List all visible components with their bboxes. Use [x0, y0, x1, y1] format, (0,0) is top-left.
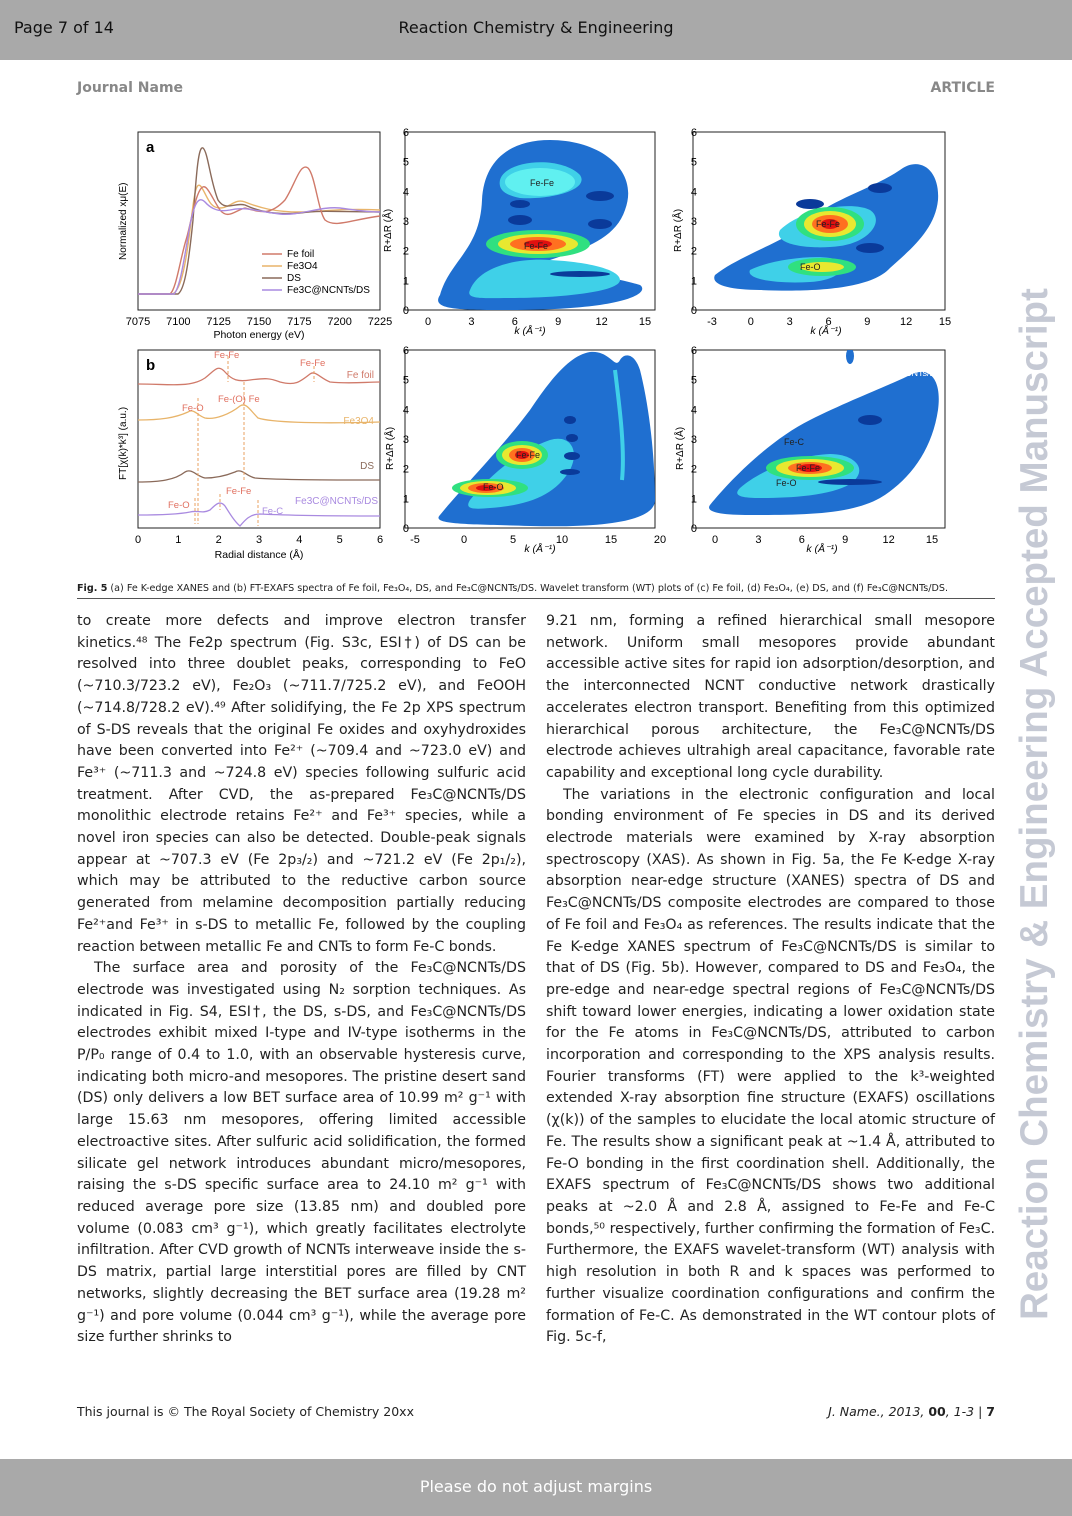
panel-d-ylabel: R+ΔR (Å): [673, 208, 684, 252]
top-bar: [0, 0, 1072, 60]
panel-c-peak-1: Fe-Fe: [530, 178, 555, 188]
panel-e-y-tick: 5: [402, 374, 409, 387]
trace-label-fe3c: Fe3C@NCNTs/DS: [295, 496, 378, 507]
legend-fe-foil: Fe foil: [287, 249, 315, 260]
panel-d-x-tick: 15: [938, 316, 952, 328]
panel-d-peak-1: Fe-Fe: [816, 219, 841, 229]
panel-f-y-tick: 0: [690, 523, 697, 535]
panel-f-y-tick: 5: [690, 374, 697, 387]
panel-e-x-tick: 0: [460, 534, 468, 546]
panel-f-title: Fe3C@NCNTs/DS: [867, 368, 942, 378]
header-article: ARTICLE: [930, 80, 995, 96]
panel-c-peak-2: Fe-Fe: [524, 241, 549, 251]
panel-f-peak-2: Fe-Fe: [796, 463, 821, 473]
panel-a-ylabel: Normalized xμ(E): [118, 182, 129, 260]
footer-citation: [828, 1404, 995, 1419]
panel-d-x-tick: 9: [864, 316, 871, 328]
panel-e-peak-1: Fe-Fe: [516, 450, 541, 460]
panel-a-label: a: [146, 139, 155, 156]
panel-d-y-tick: 1: [690, 275, 697, 288]
panel-a-x-tick: 7225: [367, 316, 393, 328]
panel-c-ylabel: R+ΔR (Å): [383, 208, 394, 252]
footer-volume: 00: [928, 1404, 946, 1419]
panel-c-x-tick: 15: [638, 316, 652, 328]
panel-d-y-tick: 2: [690, 245, 697, 258]
figure-caption: [77, 583, 995, 599]
panel-b-ylabel: FT[χ(k)*k³] (a.u.): [118, 406, 129, 480]
panel-f: [673, 345, 945, 555]
panel-a-x-tick: 7175: [287, 316, 312, 328]
panel-c-label: c: [413, 139, 422, 156]
panel-e-label: e: [413, 357, 422, 374]
panel-d-x-tick: 0: [747, 316, 754, 328]
panel-f-x-tick: 6: [798, 534, 805, 546]
annot-fe-fe-3: Fe-Fe: [226, 486, 252, 497]
panel-d-peak-2: Fe-O: [800, 262, 821, 272]
paragraph: to create more defects and improve electron transfer kinetics.⁴⁸ The Fe2p spectrum (Fig. S3c, ESI†) of DS can be resolved into three doublet peaks, corresponding to FeO (~710.3/723.2 eV), Fe₂O₃ (~711.7/725.2 eV), and FeOOH (~714.8/728.2 eV).⁴⁹ After solidifying, the Fe 2p XPS spectrum of S-DS reveals that the original Fe oxides and oxyhydroxides have been converted into Fe²⁺ (~709.4 and ~723.0 eV) and Fe³⁺ (~711.3 and ~724.8 eV) species following sulfuric acid treatment. After CVD, the as-prepared Fe₃C@NCNTs/DS monolithic electrode retains Fe²⁺ and Fe³⁺ species, while a novel iron species can also be detected. Double-peak signals appear at ~707.3 eV (Fe 2p₃/₂) and ~721.2 eV (Fe 2p₁/₂), which may be attributed to the reductive carbon source generated from melamine decomposition partially reducing Fe²⁺and Fe³⁺ in s-DS to metallic Fe, followed by the coupling reaction between metallic Fe and CNTs to form Fe-C bonds.: [77, 613, 526, 955]
panel-e-x-tick: 15: [604, 534, 618, 546]
page-indicator: Page 7 of 14: [14, 18, 114, 37]
panel-c-xlabel: k (Å⁻¹): [514, 325, 546, 337]
caption-label: Fig. 5: [77, 583, 108, 594]
annot-fe-o-fe: Fe-(O) Fe: [218, 394, 260, 405]
panel-e-y-tick: 0: [402, 523, 409, 535]
panel-f-peak-3: Fe-O: [776, 478, 797, 488]
panel-e-x-tick: 5: [509, 534, 517, 546]
panel-a-x-tick: 7075: [125, 316, 151, 328]
panel-a-x-tick: 7150: [246, 316, 272, 328]
footer-pages: , 1-3 |: [945, 1404, 987, 1419]
panel-f-x-tick: 9: [842, 534, 849, 546]
paragraph: The surface area and porosity of the Fe₃C@NCNTs/DS electrode was investigated using N₂ sorption techniques. As indicated in Fig. S4, ESI†, the DS, s-DS, and Fe₃C@NCNTs/DS electrodes exhibit mixed I-type and IV-type isotherms in the P/P₀ range of 0.4 to 1.0, with an observable hysteresis curve, indicating both micro-and mesopores. The pristine desert sand (DS) only delivers a low BET surface area of 10.99 m² g⁻¹ with large 15.63 nm mesopores, offering limited accessible electroactive sites. After sulfuric acid solidification, the formed silicate gel network introduces abundant micro/mesopores, raising the s-DS specific surface area to 24.10 m² g⁻¹ with reduced average pore size (13.85 nm) and doubled pore volume (0.083 cm³ g⁻¹), which greatly facilitates electrolyte infiltration. After CVD growth of NCNTs interweave inside the s-DS matrix, partial large interstitial pores are filled by CNT networks, slightly decreasing the BET surface area (19.28 m² g⁻¹) and pore volume (0.044 cm³ g⁻¹), while the average pore size further shrinks to: [77, 960, 526, 1346]
footer-year: , 2013,: [880, 1404, 929, 1419]
panel-f-ylabel: R+ΔR (Å): [675, 426, 686, 470]
panel-f-y-tick: 3: [690, 434, 697, 446]
paragraph: The variations in the electronic configuration and local bonding environment of Fe species in DS and its derived electrode materials were examined by X-ray absorption spectroscopy (XAS). As shown in Fig. 5a, the Fe K-edge X-ray absorption near-edge structure (XANES) spectra of DS and Fe₃C@NCNTs/DS composite electrodes are compared to those of Fe foil and Fe₃O₄ as references. The results indicate that the Fe K-edge XANES spectrum of Fe₃C@NCNTs/DS is similar to that of DS (Fig. 5b). However, compared to DS and Fe₃O₄, the pre-edge and near-edge spectral regions of Fe₃C@NCNTs/DS shift toward lower energies, indicating a lower oxidation state for the Fe atoms in Fe₃C@NCNTs/DS, attributed to carbon incorporation and corresponding to the XPS analysis results. Fourier transforms (FT) were applied to the k³-weighted extended X-ray absorption fine structure (EXAFS) oscillations (χ(k)) of the samples to elucidate the local atomic structure of Fe. The results show a significant peak at ~1.4 Å, attributed to Fe-O bonding in the first coordination shell. Additionally, the EXAFS spectrum of Fe₃C@NCNTs/DS shows two additional peaks at ~2.0 Å and 2.8 Å, assigned to Fe-Fe and Fe-C bonds,⁵⁰ respectively, further confirming the formation of Fe₃C. Furthermore, the EXAFS wavelet-transform (WT) analysis with high resolution in both R and k spaces was performed to further visualize coordination configurations and confirm the formation of Fe-C. As demonstrated in the WT contour plots of Fig. 5c-f,: [546, 786, 995, 1346]
panel-c-x-tick: 6: [511, 316, 518, 328]
panel-e-x-tick: 20: [653, 534, 667, 546]
left-column: [77, 611, 526, 1349]
panel-c-x-tick: 0: [424, 316, 432, 328]
panel-f-x-tick: 0: [711, 534, 719, 546]
panel-a-x-tick: 7100: [166, 316, 191, 328]
panel-a: [118, 132, 392, 341]
panel-d-x-tick: 12: [900, 316, 913, 328]
panel-e-y-tick: 6: [402, 345, 409, 357]
panel-d-y-tick: 4: [690, 186, 697, 199]
annot-fe-fe-2: Fe-Fe: [300, 358, 326, 369]
panel-e-y-tick: 1: [402, 493, 409, 506]
panel-a-xlabel: Photon energy (eV): [213, 329, 305, 341]
panel-d-x-tick: 6: [825, 316, 832, 328]
header-journal-name: Journal Name: [77, 80, 184, 96]
panel-c-x-tick: 3: [468, 316, 475, 328]
legend-ds: DS: [287, 273, 301, 284]
panel-f-y-tick: 1: [690, 493, 697, 506]
panel-e-y-tick: 4: [402, 404, 409, 417]
panel-a-x-tick: 7125: [206, 316, 231, 328]
legend-fe3o4: Fe3O4: [287, 261, 318, 272]
panel-c-y-tick: 2: [402, 245, 409, 258]
watermark-text: Reaction Chemistry & Engineering Accepted Manuscript: [1013, 288, 1056, 1320]
caption-text: (a) Fe K-edge XANES and (b) FT-EXAFS spectra of Fe foil, Fe₃O₄, DS, and Fe₃C@NCNTs/DS. Wavelet transform (WT) plots of (c) Fe foil, (d) Fe₃O₄, (e) DS, and (f) Fe₃C@NCNTs/DS.: [107, 583, 949, 594]
panel-b-x-tick: 3: [255, 534, 263, 546]
panel-b-x-tick: 4: [296, 534, 303, 546]
panel-b-label: b: [146, 357, 156, 374]
right-column: [546, 611, 995, 1349]
journal-title: Reaction Chemistry & Engineering: [398, 18, 674, 37]
annot-fe-c: Fe-C: [262, 506, 284, 517]
trace-label-fe-foil: Fe foil: [346, 370, 374, 381]
panel-b-x-tick: 1: [175, 534, 182, 546]
panel-a-x-tick: 7200: [327, 316, 352, 328]
panel-c-y-tick: 5: [402, 156, 409, 169]
panel-d-x-tick: -3: [707, 316, 717, 328]
footer-journal: J. Name.: [828, 1404, 881, 1419]
panel-d-xlabel: k (Å⁻¹): [810, 325, 842, 337]
panel-e-x-tick: -5: [410, 534, 420, 546]
figure-svg: [110, 120, 970, 572]
trace-label-fe3o4: Fe3O4: [343, 416, 374, 427]
panel-f-y-tick: 6: [690, 345, 697, 357]
annot-fe-fe-1: Fe-Fe: [214, 350, 240, 361]
footer-copyright: This journal is © The Royal Society of Chemistry 20xx: [77, 1404, 414, 1419]
panel-c-y-tick: 4: [402, 186, 409, 199]
panel-c-title: Fe foil: [625, 138, 650, 148]
panel-e-y-tick: 2: [402, 463, 409, 476]
panel-e-peak-2: Fe-O: [483, 482, 504, 492]
panel-f-peak-1: Fe-C: [784, 437, 804, 447]
panel-d-x-tick: 3: [786, 316, 793, 328]
panel-d-y-tick: 0: [690, 305, 697, 317]
panel-c-y-tick: 3: [402, 216, 409, 228]
panel-c-x-tick: 9: [555, 316, 562, 328]
panel-f-y-tick: 2: [690, 463, 697, 476]
panel-d-y-tick: 6: [690, 127, 697, 139]
panel-e-title: DS: [639, 358, 652, 368]
panel-d: [671, 127, 951, 337]
panel-f-x-tick: 3: [755, 534, 762, 546]
panel-c-y-tick: 1: [402, 275, 409, 288]
panel-c: [381, 127, 655, 337]
annot-fe-o-1: Fe-O: [182, 403, 204, 414]
annot-fe-o-2: Fe-O: [168, 500, 190, 511]
panel-b-x-tick: 6: [376, 534, 384, 546]
panel-f-xlabel: k (Å⁻¹): [806, 543, 838, 555]
panel-b: [118, 350, 383, 561]
panel-d-y-tick: 3: [690, 216, 697, 228]
panel-b-xlabel: Radial distance (Å): [214, 549, 304, 561]
footer-page-number: 7: [986, 1404, 995, 1419]
panel-c-x-tick: 12: [595, 316, 608, 328]
panel-e-ylabel: R+ΔR (Å): [385, 426, 396, 470]
panel-f-x-tick: 12: [882, 534, 895, 546]
panel-d-y-tick: 5: [690, 156, 697, 169]
panel-c-y-tick: 6: [402, 127, 409, 139]
panel-e-x-tick: 10: [555, 534, 569, 546]
panel-c-y-tick: 0: [402, 305, 409, 317]
bottom-bar-text: Please do not adjust margins: [419, 1477, 653, 1496]
trace-label-ds: DS: [360, 461, 374, 472]
figure-5: [110, 120, 970, 572]
panel-e-y-tick: 3: [402, 434, 409, 446]
bottom-bar: [0, 1459, 1072, 1516]
panel-d-title: Fe3O4: [912, 140, 940, 150]
panel-f-y-tick: 4: [690, 404, 697, 417]
panel-e: [383, 345, 666, 555]
panel-b-x-tick: 5: [336, 534, 343, 546]
panel-e-xlabel: k (Å⁻¹): [524, 543, 556, 555]
panel-b-x-tick: 2: [215, 534, 222, 546]
panel-b-x-tick: 0: [134, 534, 142, 546]
panel-f-x-tick: 15: [925, 534, 939, 546]
panel-f-label: f: [701, 357, 706, 374]
paragraph: 9.21 nm, forming a refined hierarchical small mesopore network. Uniform small mesopores provide abundant accessible active sites for rapid ion adsorption/desorption, and the interconnected NCNT conductive network drastically accelerates electron transport. Benefiting from this optimized hierarchical porous architecture, the Fe₃C@NCNTs/DS electrode achieves ultrahigh areal capacitance, favorable rate capability and exceptional long cycle durability.: [546, 613, 995, 781]
panel-d-label: d: [701, 139, 711, 156]
legend-fe3c: Fe3C@NCNTs/DS: [287, 285, 370, 296]
